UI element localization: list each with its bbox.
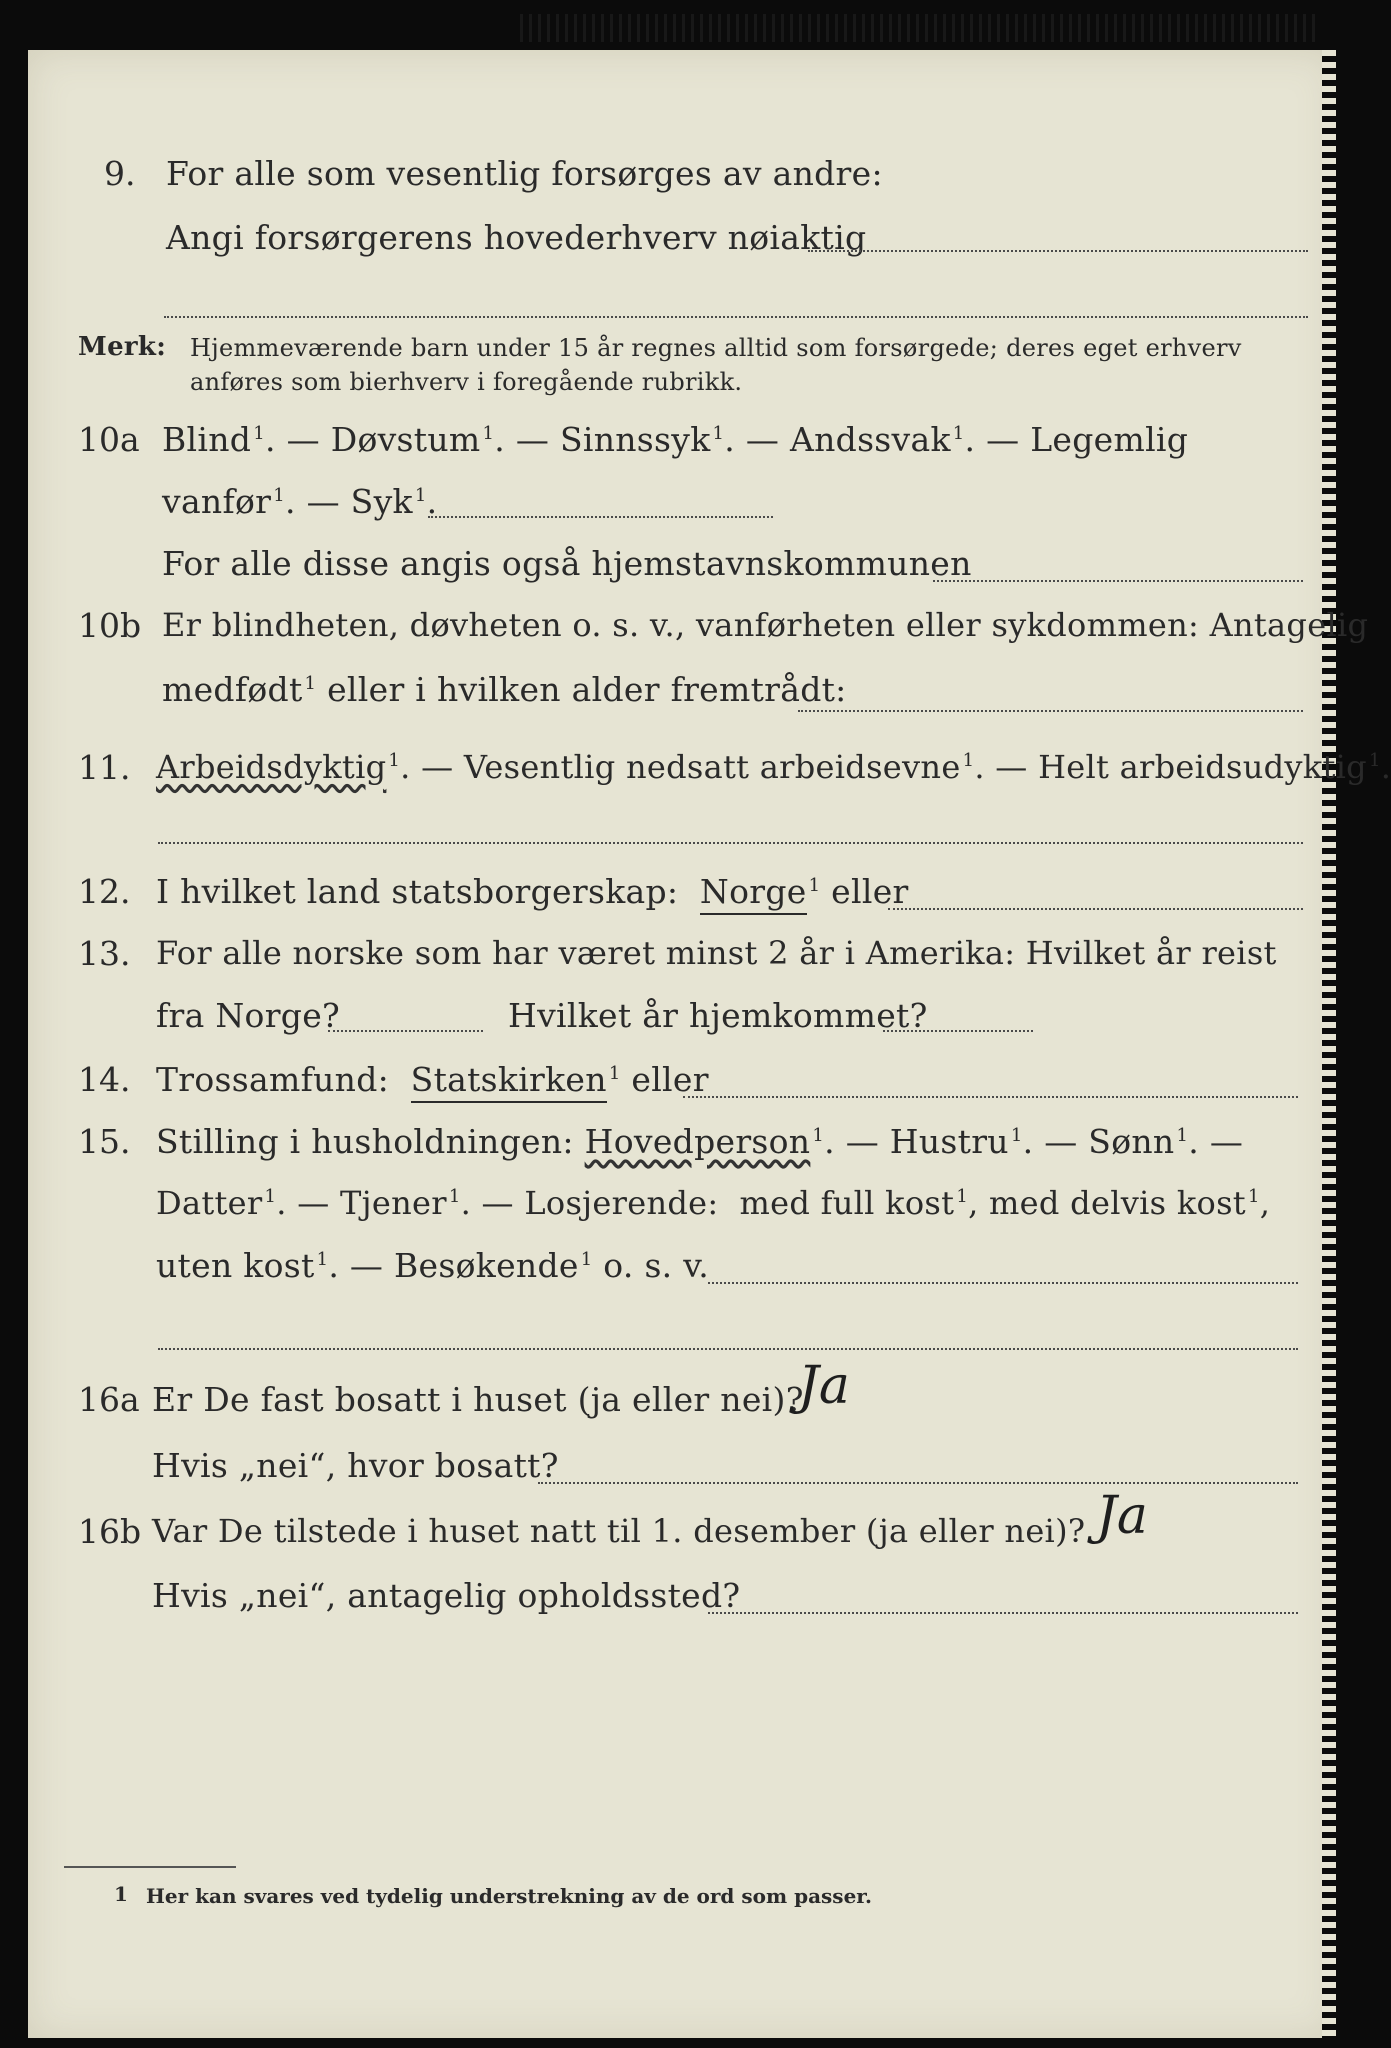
q15-line1: Stilling i husholdningen: Hovedperson $^1$. — Hustru $^1$. — Sønn $^1$. — <box>156 1122 1244 1161</box>
q10a-hjemstavn-line[interactable] <box>933 580 1303 582</box>
sup: 1 <box>712 423 725 444</box>
opt-blind[interactable]: Blind <box>162 420 252 459</box>
merk-line1: Hjemmeværende barn under 15 år regnes alltid som forsørgede; deres eget erhverv <box>190 334 1242 362</box>
q10b-answer-line[interactable] <box>798 710 1303 712</box>
merk-line2: anføres som bierhverv i foregående rubrikk. <box>190 368 743 396</box>
q15-answer-line-2[interactable] <box>158 1348 1298 1350</box>
opt-tjener[interactable]: Tjener <box>339 1184 447 1222</box>
q10b-number: 10b <box>78 606 142 645</box>
q10a-number: 10a <box>78 420 140 459</box>
q14-text: Trossamfund: <box>156 1060 390 1099</box>
footnote-rule <box>64 1866 236 1868</box>
q9-number: 9. <box>104 154 136 193</box>
q11-line: Arbeidsdyktig $^1$. — Vesentlig nedsatt arbeidsevne $^1$. — Helt arbeidsudyktig $^1$. <box>156 748 1391 786</box>
sup: 1 <box>608 1063 621 1084</box>
q14-answer-line[interactable] <box>683 1096 1298 1098</box>
q15-line2: Datter $^1$. — Tjener $^1$. — Losjerende: med full kost $^1$, med delvis kost $^1$, <box>156 1184 1271 1222</box>
opt-medfodt[interactable]: medfødt <box>162 670 303 709</box>
opt-hustru[interactable]: Hustru <box>889 1122 1009 1161</box>
q9-line1: For alle som vesentlig forsørges av andre: <box>166 154 883 193</box>
sup: 1 <box>580 1249 593 1270</box>
opt-hovedperson[interactable]: Hovedperson <box>584 1122 811 1161</box>
q15-number: 15. <box>78 1122 131 1161</box>
q14-line <box>156 1060 709 1099</box>
opt-datter[interactable]: Datter <box>156 1184 263 1222</box>
q16a-line1: Er De fast bosatt i huset (ja eller nei)? <box>152 1380 804 1419</box>
sup: 1 <box>952 423 965 444</box>
q15-text: Stilling i husholdningen: <box>156 1122 574 1161</box>
sup: 1 <box>273 485 285 506</box>
q13-line2b: Hvilket år hjemkommet? <box>508 996 928 1035</box>
sup: 1 <box>316 1249 329 1270</box>
q15-osv: o. s. v. <box>603 1246 710 1285</box>
q16b-line1: Var De tilstede i huset natt til 1. desember (ja eller nei)? <box>152 1512 1086 1550</box>
q16a-line2: Hvis „nei“, hvor bosatt? <box>152 1446 559 1485</box>
q13-hjemkommet-line[interactable] <box>883 1030 1033 1032</box>
opt-dovstum[interactable]: Døvstum <box>330 420 481 459</box>
q10b-line2 <box>162 670 847 709</box>
opt-utenkost[interactable]: uten kost <box>156 1246 315 1285</box>
q16a-number: 16a <box>78 1380 140 1419</box>
q16a-answer-line[interactable] <box>538 1482 1298 1484</box>
q12-number: 12. <box>78 872 131 911</box>
scan-edge-noise <box>520 14 1320 42</box>
sup: 1 <box>1368 750 1381 772</box>
census-form-page <box>28 50 1391 2038</box>
opt-udyktig[interactable]: Helt arbeidsudyktig <box>1038 748 1367 786</box>
q13-line2a: fra Norge? <box>156 996 341 1035</box>
q9-answer-line[interactable] <box>808 250 1308 252</box>
sup: 1 <box>448 1186 461 1208</box>
sup: 1 <box>264 1186 277 1208</box>
sup: 1 <box>304 673 317 694</box>
merk-label: Merk: <box>78 332 167 362</box>
sup: 1 <box>1247 1186 1260 1208</box>
q10a-line3: For alle disse angis også hjemstavnskommunen <box>162 544 972 583</box>
footnote-text: Her kan svares ved tydelig understrekning av de ord som passer. <box>146 1884 872 1908</box>
q15-losjerende: Losjerende: <box>524 1184 719 1222</box>
q10a-answer-line[interactable] <box>428 516 773 518</box>
footnote-mark: 1 <box>114 1882 128 1906</box>
opt-statskirken[interactable]: Statskirken <box>411 1060 607 1103</box>
opt-besokende[interactable]: Besøkende <box>394 1246 579 1285</box>
sup: 1 <box>962 750 975 772</box>
sup: 1 <box>808 875 821 896</box>
q12-answer-line[interactable] <box>888 908 1303 910</box>
opt-fullkost[interactable]: med full kost <box>739 1184 955 1222</box>
opt-vanfor[interactable]: vanfør <box>162 482 272 521</box>
q10a-line2: vanfør $^1$. — Syk $^1$. <box>162 482 438 521</box>
q12-eller: eller <box>831 872 909 911</box>
q16b-line2: Hvis „nei“, antagelig opholdssted? <box>152 1576 741 1615</box>
sup: 1 <box>956 1186 969 1208</box>
opt-norge[interactable]: Norge <box>700 872 807 915</box>
opt-delviskost[interactable]: med delvis kost <box>989 1184 1246 1222</box>
q14-number: 14. <box>78 1060 131 1099</box>
q10b-line1: Er blindheten, døvheten o. s. v., vanførheten eller sykdommen: Antagelig <box>162 606 1369 644</box>
opt-andssvak[interactable]: Andssvak <box>789 420 951 459</box>
opt-arbeidsdyktig[interactable]: Arbeidsdyktig <box>156 748 387 786</box>
q16b-handwritten-answer[interactable]: Ja <box>1096 1486 1148 1546</box>
q13-line1: For alle norske som har været minst 2 år i Amerika: Hvilket år reist <box>156 934 1277 972</box>
q15-line3: uten kost $^1$. — Besøkende $^1$ o. s. v. <box>156 1246 710 1285</box>
opt-legemlig[interactable]: Legemlig <box>1030 420 1189 459</box>
sup: 1 <box>388 750 401 772</box>
q10b-alder-text: eller i hvilken alder fremtrådt: <box>327 670 847 709</box>
q15-answer-line[interactable] <box>708 1282 1298 1284</box>
q13-number: 13. <box>78 934 131 973</box>
perforated-edge <box>1322 50 1336 2038</box>
q10a-line1: Blind $^1$. — Døvstum $^1$. — Sinnssyk $^1$. — Andssvak $^1$. — Legemlig <box>162 420 1189 459</box>
sup: 1 <box>1010 1125 1023 1146</box>
q11-answer-line[interactable] <box>158 842 1303 844</box>
q16a-handwritten-answer[interactable]: Ja <box>798 1356 850 1416</box>
sup: 1 <box>414 485 427 506</box>
opt-sonn[interactable]: Sønn <box>1088 1122 1175 1161</box>
q12-text: I hvilket land statsborgerskap: <box>156 872 679 911</box>
sup: 1 <box>482 423 495 444</box>
sup: 1 <box>253 423 266 444</box>
q14-eller: eller <box>631 1060 709 1099</box>
opt-sinnssyk[interactable]: Sinnssyk <box>559 420 711 459</box>
q16b-answer-line[interactable] <box>708 1612 1298 1614</box>
q12-line <box>156 872 909 911</box>
q9-line2: Angi forsørgerens hovederhverv nøiaktig <box>166 218 867 257</box>
q11-number: 11. <box>78 748 131 787</box>
sup: 1 <box>812 1125 825 1146</box>
q16b-number: 16b <box>78 1512 142 1551</box>
q9-answer-line-2[interactable] <box>164 316 1308 318</box>
opt-syk[interactable]: Syk <box>350 482 413 521</box>
q13-reist-line[interactable] <box>328 1030 483 1032</box>
sup: 1 <box>1176 1125 1189 1146</box>
opt-nedsatt[interactable]: Vesentlig nedsatt arbeidsevne <box>463 748 961 786</box>
